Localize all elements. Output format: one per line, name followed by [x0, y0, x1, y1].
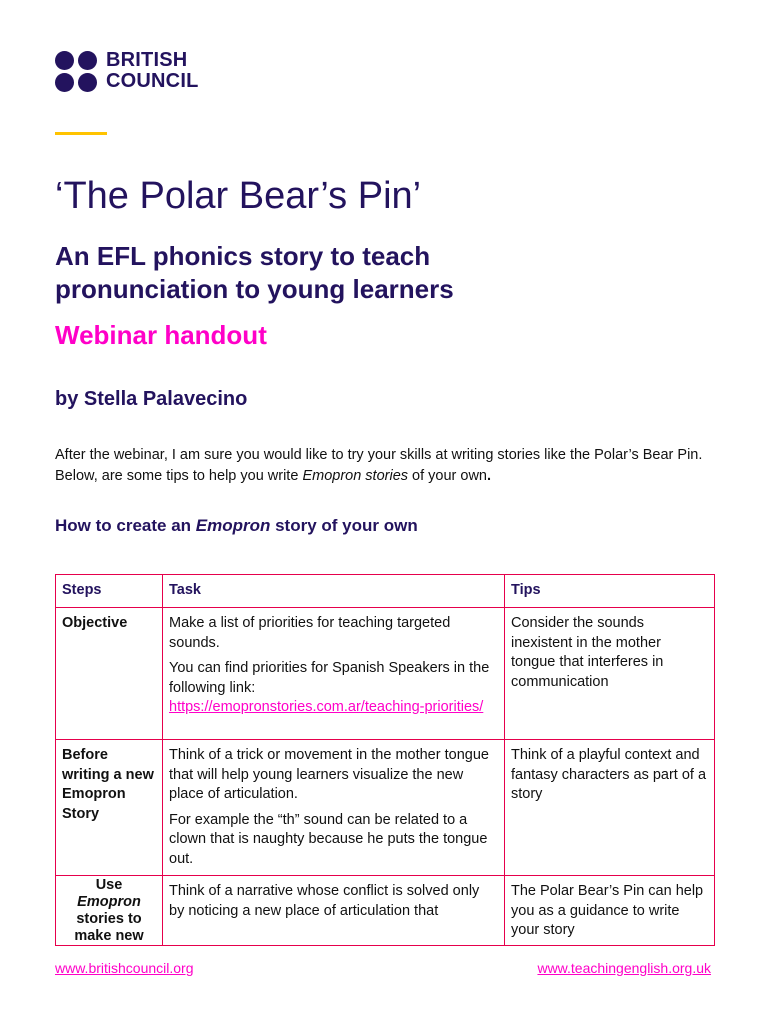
step-cell: Objective — [56, 608, 163, 740]
logo-dots-icon — [55, 51, 98, 92]
footer-britishcouncil-link[interactable]: www.britishcouncil.org — [55, 960, 194, 976]
table-row — [56, 876, 715, 946]
intro-paragraph: After the webinar, I am sure you would like to try your skills at writing stories like the Polar’s Bear Pin. Below, are some tips to help you write Emopron stories of your own. — [55, 447, 703, 484]
header-tips: Tips — [505, 575, 715, 608]
author-byline: by Stella Palavecino — [55, 388, 248, 410]
steps-table — [55, 574, 715, 946]
tips-cell: Consider the sounds inexistent in the mother tongue that interferes in communication — [505, 608, 715, 740]
table-header-row — [56, 575, 715, 608]
tips-cell: The Polar Bear’s Pin can help you as a guidance to write your story — [505, 876, 715, 946]
handout-label: Webinar handout — [55, 320, 267, 350]
header-task: Task — [163, 575, 505, 608]
header-steps: Steps — [56, 575, 163, 608]
subtitle: An EFL phonics story to teach pronunciation to young learners — [55, 241, 454, 304]
footer-teachingenglish-link[interactable]: www.teachingenglish.org.uk — [537, 960, 711, 976]
step-cell: Before writing a new Emopron Story — [56, 740, 163, 876]
page-title: ‘The Polar Bear’s Pin’ — [55, 175, 422, 217]
step-cell: Use Emopron stories to make new — [56, 876, 163, 946]
task-cell: Think of a narrative whose conflict is solved only by noticing a new place of articulation that — [163, 876, 505, 946]
logo-text: BRITISH COUNCIL — [106, 49, 199, 92]
table-row — [56, 740, 715, 876]
table-row — [56, 608, 715, 740]
tips-cell: Think of a playful context and fantasy characters as part of a story — [505, 740, 715, 876]
task-cell: Make a list of priorities for teaching targeted sounds. You can find priorities for Spanish Speakers in the following link: https://emopronstories.com.ar/teaching-priorities/ — [163, 608, 505, 740]
accent-divider — [55, 132, 107, 135]
task-cell: Think of a trick or movement in the mother tongue that will help young learners visualize the new place of articulation. For example the “th” sound can be related to a clown that is naughty because he puts the tongue out. — [163, 740, 505, 876]
teaching-priorities-link[interactable]: https://emopronstories.com.ar/teaching-priorities/ — [169, 699, 484, 715]
section-heading: How to create an Emopron story of your own — [55, 516, 418, 535]
british-council-logo — [55, 50, 199, 92]
